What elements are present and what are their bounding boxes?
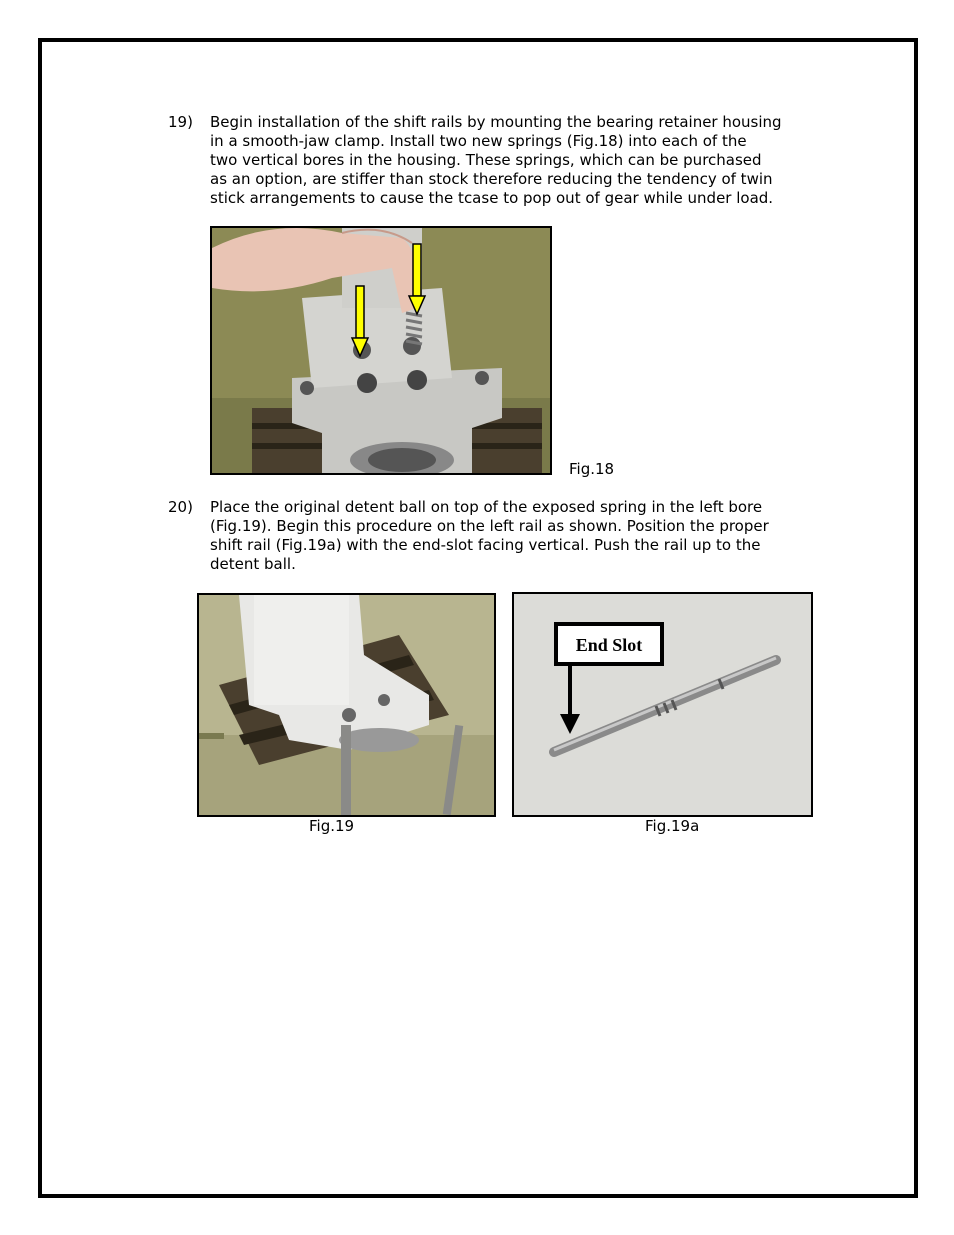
step-number: 19) — [168, 113, 193, 131]
rail-install-illustration — [199, 595, 494, 815]
step-19 — [168, 113, 828, 213]
fig19-caption: Fig.19 — [309, 817, 355, 835]
step-number: 20) — [168, 498, 193, 516]
step-20 — [168, 498, 828, 578]
step-text: Begin installation of the shift rails by mounting the bearing retainer housing in a smooth-jaw clamp. Install two new springs (Fig.18) into each of the two vertical bores in the housing. These springs, which can be purchased as an option, are stiffer than stock therefore reducing the tendency of twin stick arrangements to cause the tcase to pop out of gear while under load. — [210, 113, 782, 207]
end-slot-label: End Slot — [575, 635, 643, 655]
shift-rail-illustration — [514, 594, 811, 815]
fig18-caption: Fig.18 — [569, 460, 615, 478]
step-text: Place the original detent ball on top of the exposed spring in the left bore (Fig.19). Begin this procedure on the left rail as shown. Position the proper shift rail (Fig.19a) with the end-slot facing vertical. Push the rail up to the detent ball. — [210, 498, 769, 573]
fig19a-photo — [512, 592, 813, 817]
fig19a-caption: Fig.19a — [645, 817, 700, 835]
housing-springs-illustration — [212, 228, 550, 473]
fig19-photo — [197, 593, 496, 817]
fig18-photo — [210, 226, 552, 475]
